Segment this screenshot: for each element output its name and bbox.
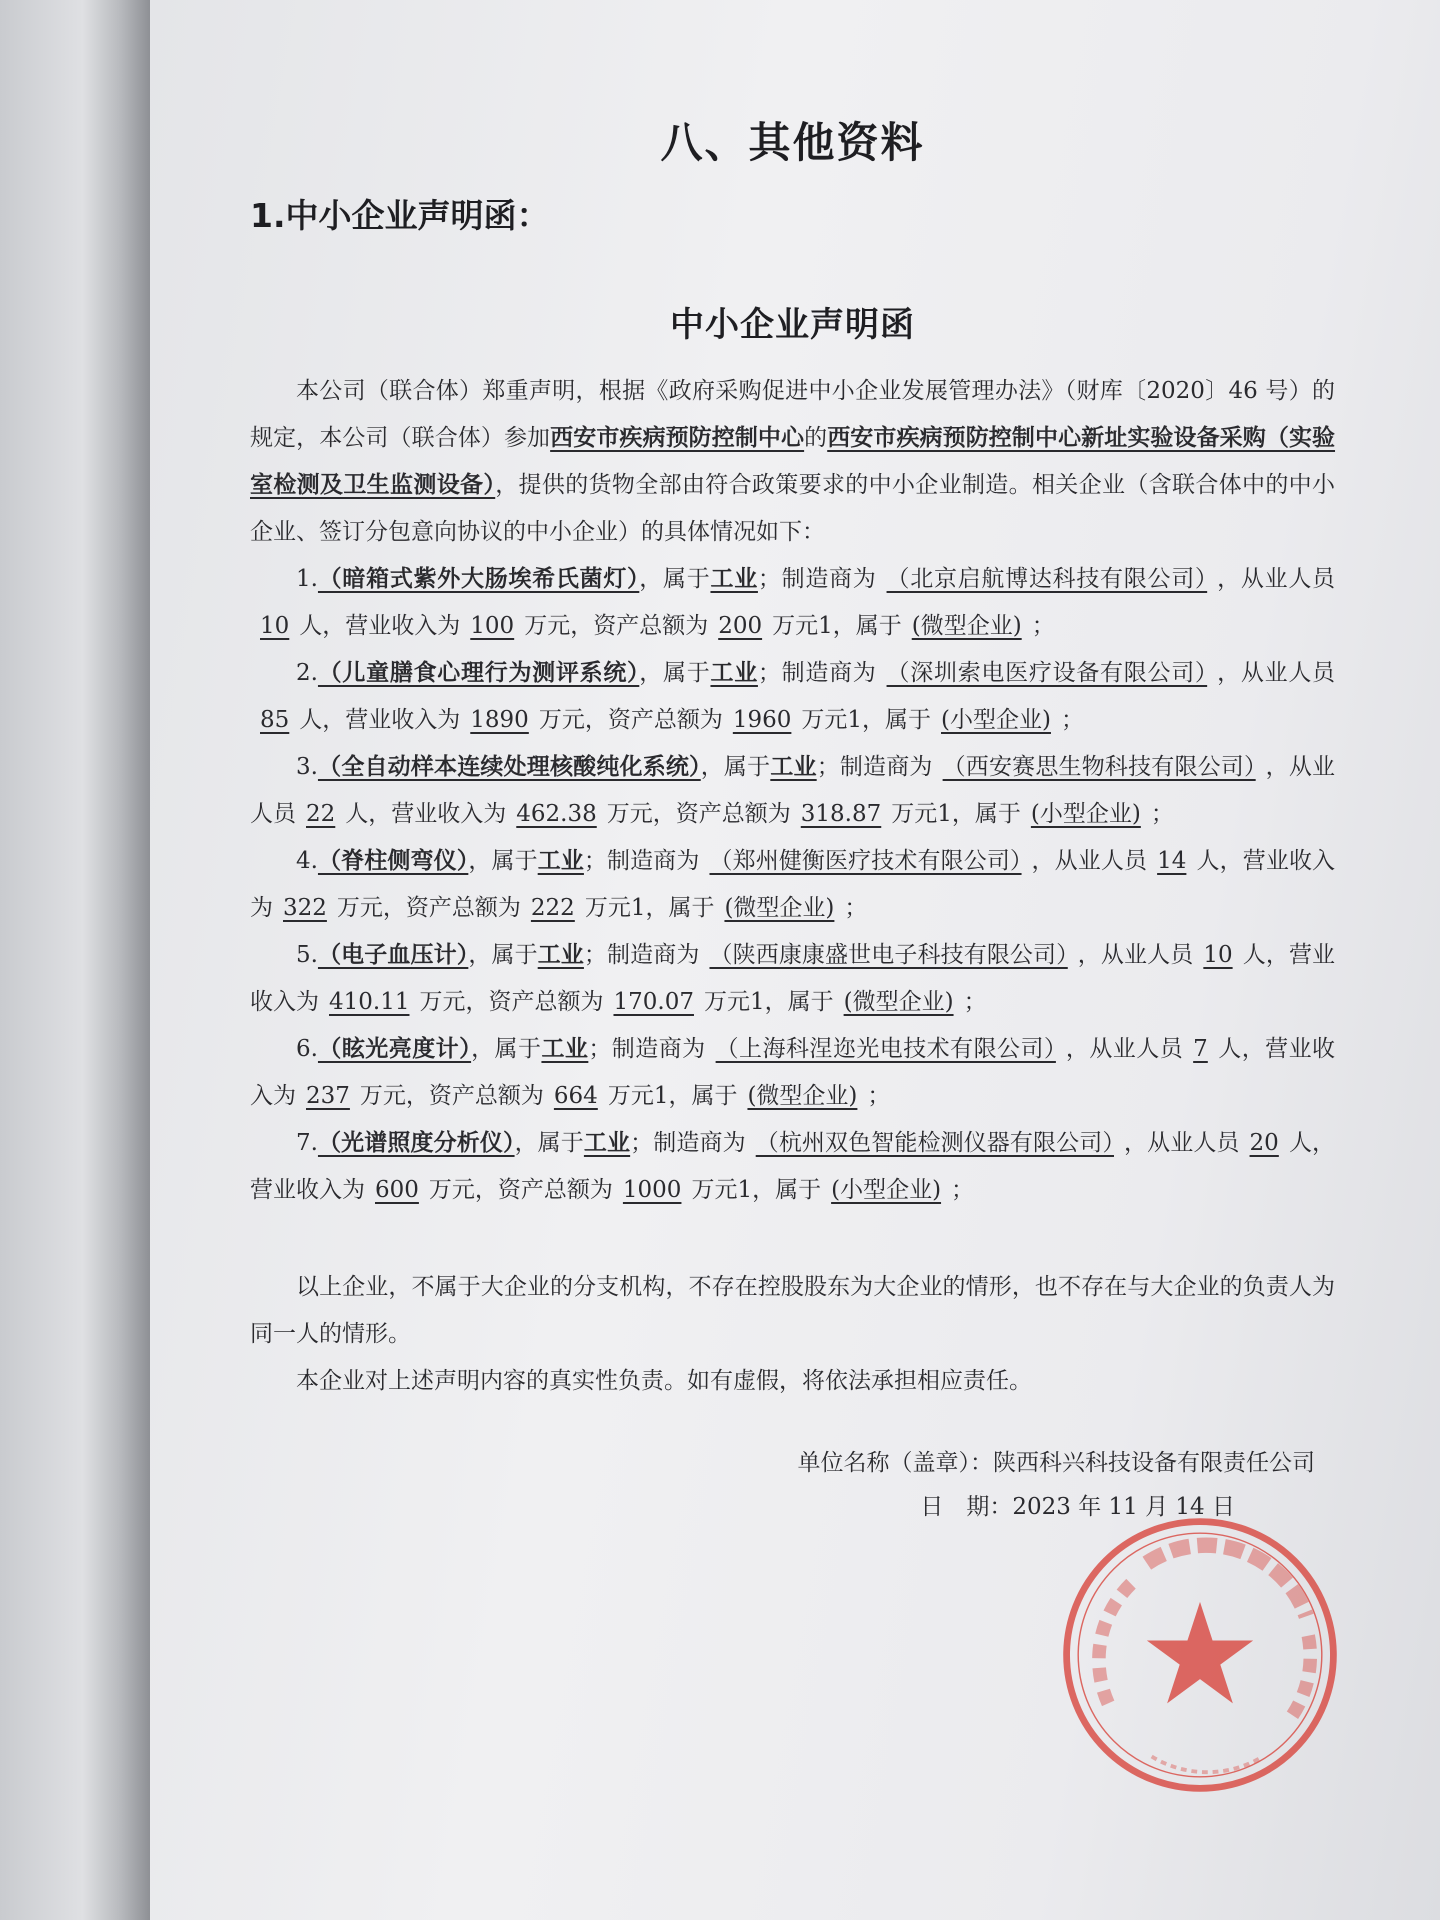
intro-paragraph xyxy=(250,368,1335,556)
item-assets: 1960 xyxy=(732,707,792,733)
item-product: （电子血压计） xyxy=(317,942,469,968)
item-revenue: 410.11 xyxy=(329,989,410,1015)
enterprise-item xyxy=(250,932,1335,1026)
item-manufacturer: （西安赛思生物科技有限公司） xyxy=(942,754,1256,780)
item-revenue: 1890 xyxy=(470,707,529,733)
item-number: 2. xyxy=(296,660,318,686)
item-manufacturer: （郑州健衡医疗技术有限公司） xyxy=(709,848,1022,874)
item-staff-count: 14 xyxy=(1157,848,1187,874)
item-manufacturer: （北京启航博达科技有限公司） xyxy=(886,566,1208,592)
item-industry: 工业 xyxy=(537,942,584,968)
intro-part1: 本公司（联合体）郑重声明，根据《政府采购促进中小企业发展管理办法》（财库〔2020〕46 号）的规定，本公司（联合体）参加 xyxy=(250,378,1335,451)
item-assets: 200 xyxy=(718,613,763,639)
item-staff-count: 20 xyxy=(1249,1130,1279,1156)
item-label-staff: ，从业人员 xyxy=(1077,942,1194,968)
item-label-type: 万元1，属于 xyxy=(584,895,715,921)
statement-responsibility: 本企业对上述声明内容的真实性负责。如有虚假，将依法承担相应责任。 xyxy=(296,1368,1032,1394)
item-label-maker: ；制造商为 xyxy=(757,660,877,686)
item-label-assets: 万元，资产总额为 xyxy=(606,801,791,827)
item-label-revenue: 人，营业收入为 xyxy=(250,1036,1336,1109)
item-number: 3. xyxy=(296,754,318,780)
date-label: 日 期： xyxy=(920,1494,1013,1520)
item-label-type: 万元1，属于 xyxy=(772,613,902,639)
item-label-type: 万元1，属于 xyxy=(691,1177,822,1203)
item-label-maker: ；制造商为 xyxy=(630,1130,746,1156)
item-label-staff: ，从业人员 xyxy=(1217,566,1336,592)
item-label-revenue: 人，营业收入为 xyxy=(299,613,461,639)
item-revenue: 600 xyxy=(375,1177,419,1203)
item-label-revenue: 人，营业收入为 xyxy=(299,707,461,733)
seal-text-arc-left xyxy=(1099,1583,1132,1704)
item-label-maker: ；制造商为 xyxy=(583,848,700,874)
item-label-belongs: ，属于 xyxy=(639,660,711,686)
letter-title: 中小企业声明函 xyxy=(670,305,915,345)
item-enterprise-type: (微型企业) xyxy=(747,1083,858,1109)
item-number: 6. xyxy=(296,1036,318,1062)
item-product: （光谱照度分析仪） xyxy=(317,1130,515,1156)
enterprise-item xyxy=(250,1026,1335,1120)
item-number: 4. xyxy=(296,848,318,874)
item-industry: 工业 xyxy=(710,566,758,592)
item-assets: 318.87 xyxy=(800,801,882,827)
item-industry: 工业 xyxy=(541,1036,589,1062)
statement-branch: 以上企业，不属于大企业的分支机构，不存在控股股东为大企业的情形，也不存在与大企业的负责人为同一人的情形。 xyxy=(250,1274,1335,1347)
item-label-maker: ；制造商为 xyxy=(588,1036,706,1062)
item-label-staff: ，从业人员 xyxy=(1031,848,1148,874)
item-label-staff: ，从业人员 xyxy=(1217,660,1336,686)
item-revenue: 322 xyxy=(283,895,327,921)
item-label-staff: ，从业人员 xyxy=(250,754,1336,827)
item-staff-count: 10 xyxy=(1203,942,1233,968)
item-label-belongs: ，属于 xyxy=(514,1130,584,1156)
item-end: ； xyxy=(1150,801,1174,827)
enterprise-item xyxy=(250,744,1335,838)
item-manufacturer: （杭州双色智能检测仪器有限公司） xyxy=(755,1130,1114,1156)
item-label-belongs: ，属于 xyxy=(471,1036,542,1062)
document-content xyxy=(250,110,1335,1529)
item-end: ； xyxy=(1031,613,1055,639)
item-end: ； xyxy=(951,1177,975,1203)
date-value: 2023 年 11 月 14 日 xyxy=(1012,1494,1235,1520)
item-label-staff: ，从业人员 xyxy=(1123,1130,1240,1156)
item-manufacturer: （上海科涅迩光电技术有限公司） xyxy=(715,1036,1056,1062)
item-label-assets: 万元，资产总额为 xyxy=(359,1083,544,1109)
item-industry: 工业 xyxy=(583,1130,631,1156)
item-label-maker: ；制造商为 xyxy=(757,566,877,592)
item-end: ； xyxy=(844,895,868,921)
item-manufacturer: （陕西康康盛世电子科技有限公司） xyxy=(709,942,1068,968)
intro-part2: 的 xyxy=(804,425,828,451)
item-revenue: 237 xyxy=(306,1083,350,1109)
item-product: （脊柱侧弯仪） xyxy=(317,848,469,874)
item-label-staff: ，从业人员 xyxy=(1065,1036,1184,1062)
item-industry: 工业 xyxy=(710,660,758,686)
item-label-type: 万元1，属于 xyxy=(801,707,932,733)
item-number: 5. xyxy=(296,942,318,968)
item-label-assets: 万元，资产总额为 xyxy=(538,707,723,733)
item-revenue: 462.38 xyxy=(516,801,597,827)
item-label-revenue: 人，营业收入为 xyxy=(250,942,1336,1015)
item-enterprise-type: (小型企业) xyxy=(1030,801,1141,827)
item-staff-count: 7 xyxy=(1193,1036,1208,1062)
item-number: 1. xyxy=(296,566,318,592)
subsection-title: 1.中小企业声明函： xyxy=(250,196,550,235)
item-label-belongs: ，属于 xyxy=(639,566,711,592)
item-enterprise-type: (微型企业) xyxy=(724,895,835,921)
item-manufacturer: （深圳索电医疗设备有限公司） xyxy=(886,660,1208,686)
company-seal-stamp xyxy=(1055,1510,1345,1800)
item-product: （暗箱式紫外大肠埃希氏菌灯） xyxy=(317,566,640,592)
item-enterprise-type: (小型企业) xyxy=(941,707,1051,733)
item-assets: 222 xyxy=(530,895,575,921)
item-label-revenue: 人，营业收入为 xyxy=(345,801,507,827)
item-product: （儿童膳食心理行为测评系统） xyxy=(317,660,640,686)
item-end: ； xyxy=(867,1083,891,1109)
item-label-belongs: ，属于 xyxy=(468,848,538,874)
item-label-type: 万元1，属于 xyxy=(607,1083,738,1109)
enterprise-item xyxy=(250,650,1335,744)
item-staff-count: 10 xyxy=(260,613,290,639)
item-revenue: 100 xyxy=(470,613,515,639)
seal-code-arc xyxy=(1152,1757,1263,1773)
item-staff-count: 22 xyxy=(306,801,336,827)
seal-star-icon xyxy=(1147,1602,1253,1704)
intro-part3: ，提供的货物全部由符合政策要求的中小企业制造。相关企业（含联合体中的中小企业、签订分包意向协议的中小企业）的具体情况如下： xyxy=(250,472,1336,545)
item-label-assets: 万元，资产总额为 xyxy=(419,989,604,1015)
section-title: 八、其他资料 xyxy=(660,118,925,167)
item-label-type: 万元1，属于 xyxy=(891,801,1021,827)
item-end: ； xyxy=(1060,707,1084,733)
signature-label: 单位名称（盖章）： xyxy=(797,1450,993,1476)
item-label-type: 万元1，属于 xyxy=(703,989,834,1015)
item-label-belongs: ，属于 xyxy=(700,754,771,780)
item-staff-count: 85 xyxy=(260,707,290,733)
item-product: （全自动样本连续处理核酸纯化系统） xyxy=(317,754,701,780)
binder-spine xyxy=(0,0,150,1920)
item-product: （眩光亮度计） xyxy=(317,1036,472,1062)
item-assets: 664 xyxy=(553,1083,598,1109)
item-label-assets: 万元，资产总额为 xyxy=(428,1177,613,1203)
enterprise-item xyxy=(250,1120,1335,1214)
enterprise-list xyxy=(250,556,1335,1214)
signature-line xyxy=(250,1441,1335,1485)
item-label-belongs: ，属于 xyxy=(468,942,538,968)
item-enterprise-type: (小型企业) xyxy=(831,1177,942,1203)
purchaser-name: 西安市疾病预防控制中心 xyxy=(550,425,805,451)
item-industry: 工业 xyxy=(537,848,584,874)
item-label-revenue: 人，营业收入为 xyxy=(250,848,1336,921)
item-number: 7. xyxy=(296,1130,318,1156)
item-label-revenue: 人，营业收入为 xyxy=(250,1130,1336,1203)
item-assets: 1000 xyxy=(622,1177,682,1203)
item-label-maker: ；制造商为 xyxy=(816,754,933,780)
item-enterprise-type: (微型企业) xyxy=(911,613,1022,639)
seal-text-arc-right xyxy=(1287,1636,1310,1723)
enterprise-item xyxy=(250,556,1335,650)
company-name: 陕西科兴科技设备有限责任公司 xyxy=(993,1450,1315,1476)
item-industry: 工业 xyxy=(770,754,817,780)
item-end: ； xyxy=(963,989,987,1015)
item-assets: 170.07 xyxy=(613,989,694,1015)
seal-text-arc-top xyxy=(1147,1545,1307,1616)
project-name: 西安市疾病预防控制中心新址实验设备采购（实验室检测及卫生监测设备） xyxy=(250,425,1336,498)
item-label-assets: 万元，资产总额为 xyxy=(336,895,521,921)
enterprise-item xyxy=(250,838,1335,932)
item-label-maker: ；制造商为 xyxy=(583,942,700,968)
item-enterprise-type: (微型企业) xyxy=(843,989,954,1015)
item-label-assets: 万元，资产总额为 xyxy=(524,613,709,639)
